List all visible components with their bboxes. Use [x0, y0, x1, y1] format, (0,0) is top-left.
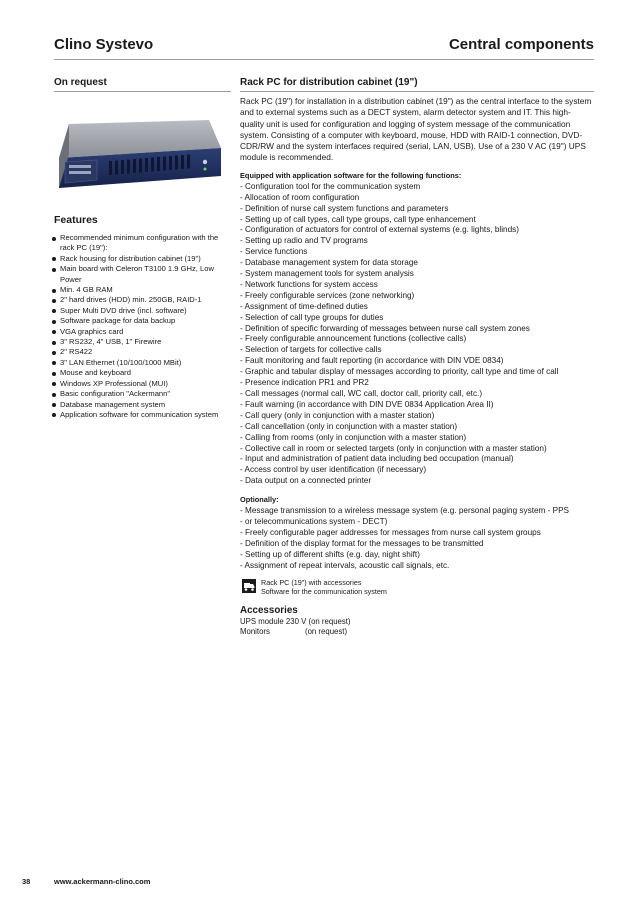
- delivery-truck-icon: [242, 579, 256, 593]
- function-item: - Network functions for system access: [240, 279, 378, 289]
- section-title: Central components: [448, 36, 594, 53]
- optional-item: - Assignment of repeat intervals, acoustic call signals, etc.: [240, 560, 450, 570]
- optional-item: - or telecommunications system - DECT): [240, 517, 388, 527]
- product-heading: Rack PC for distribution cabinet (19"): [240, 77, 418, 88]
- function-item: - Database management system for data storage: [240, 258, 418, 268]
- footer-url[interactable]: www.ackermann-clino.com: [54, 877, 151, 886]
- on-request-label: On request: [54, 77, 107, 88]
- function-item: - Definition of specific forwarding of messages between nurse call system zones: [240, 323, 530, 333]
- function-item: - Service functions: [240, 247, 308, 257]
- header-divider: [54, 59, 594, 60]
- feature-item: Min. 4 GB RAM: [52, 285, 230, 295]
- accessory-name: UPS module 230 V: [240, 616, 307, 626]
- accessory-row: [240, 617, 592, 628]
- function-item: - Definition of nurse call system functions and parameters: [240, 203, 449, 213]
- function-item: - Fault warning (in accordance with DIN DVE 0834 Application Area II): [240, 399, 494, 409]
- function-item: - System management tools for system analysis: [240, 269, 414, 279]
- accessories-title: Accessories: [240, 604, 298, 616]
- feature-item: 3" RS232, 4" USB, 1" Firewire: [52, 337, 230, 347]
- optional-item: - Setting up of different shifts (e.g. day, night shift): [240, 549, 420, 559]
- function-item: - Selection of call type groups for duties: [240, 312, 384, 322]
- accessory-note: (on request): [308, 616, 351, 626]
- function-item: - Input and administration of patient data including bed occupation (manual): [240, 454, 514, 464]
- feature-item: Mouse and keyboard: [52, 368, 230, 378]
- function-item: - Calling from rooms (only in conjunction with a master station): [240, 432, 467, 442]
- feature-item: 2" hard drives (HDD) min. 250GB, RAID-1: [52, 295, 230, 305]
- feature-item: Rack housing for distribution cabinet (19"): [52, 254, 230, 264]
- function-item: - Setting up of call types, call type groups, call type enhancement: [240, 214, 476, 224]
- feature-item: 2" RS422: [52, 347, 230, 357]
- optional-list: [240, 506, 592, 571]
- feature-item: Recommended minimum configuration with the rack PC (19"):: [52, 233, 230, 254]
- accessory-note: (on request): [305, 627, 348, 637]
- description-column: [240, 96, 592, 638]
- subheader-divider-left: [54, 91, 231, 92]
- function-item: - Allocation of room configuration: [240, 192, 360, 202]
- optional-item: - Freely configurable pager addresses for messages from nurse call system groups: [240, 527, 541, 537]
- feature-item: Software package for data backup: [52, 316, 230, 326]
- optional-item: - Definition of the display format for the messages to be transmitted: [240, 538, 484, 548]
- optional-item: - Message transmission to a wireless message system (e.g. personal paging system - PPS: [240, 506, 569, 516]
- optional-title: Optionally:: [240, 495, 279, 505]
- feature-item: Windows XP Professional (MUI): [52, 379, 230, 389]
- delivery-line-2: Software for the communication system: [261, 587, 387, 597]
- function-item: - Call messages (normal call, WC call, doctor call, priority call, etc.): [240, 389, 483, 398]
- delivery-line-1: Rack PC (19") with accessories: [261, 577, 362, 587]
- function-item: - Call query (only in conjunction with a master station): [240, 410, 435, 420]
- function-item: - Collective call in room or selected targets (only in conjunction with a master station): [240, 443, 547, 453]
- function-item: - Call cancellation (only in conjunction with a master station): [240, 421, 458, 431]
- functions-title: Equipped with application software for the following functions:: [240, 170, 462, 180]
- function-item: - Freely configurable announcement functions (collective calls): [240, 334, 467, 344]
- accessory-row: [240, 627, 592, 638]
- function-item: - Presence indication PR1 and PR2: [240, 378, 369, 388]
- page-number: 38: [22, 877, 31, 886]
- functions-list: [240, 182, 592, 487]
- feature-item: Database management system: [52, 400, 230, 410]
- function-item: - Graphic and tabular display of messages according to priority, call type and time of call: [240, 367, 559, 377]
- function-item: - Assignment of time-defined duties: [240, 301, 368, 311]
- feature-item: VGA graphics card: [52, 327, 230, 337]
- function-item: - Freely configurable services (zone networking): [240, 290, 415, 300]
- function-item: - Configuration tool for the communication system: [240, 181, 421, 191]
- subheader-divider-right: [240, 91, 594, 92]
- features-list: [52, 233, 230, 420]
- function-item: - Selection of targets for collective calls: [240, 345, 382, 355]
- function-item: - Configuration of actuators for control of external systems (e.g. lights, blinds): [240, 225, 519, 235]
- feature-item: Application software for communication system: [52, 410, 230, 420]
- feature-item: Super Multi DVD drive (incl. software): [52, 306, 230, 316]
- feature-item: Basic configuration "Ackermann": [52, 389, 230, 399]
- accessory-name: Monitors: [240, 627, 270, 637]
- rack-pc-image: [55, 118, 223, 194]
- function-item: - Setting up radio and TV programs: [240, 236, 368, 246]
- function-item: - Fault monitoring and fault reporting (in accordance with DIN VDE 0834): [240, 356, 504, 366]
- intro-paragraph: Rack PC (19") for installation in a distribution cabinet (19") as the central interface to the system and to external systems such as a DECT system, alarm detector system and IT. This high-quality unit is used for configuration and logging of system message of the communication system. Consisting of a computer with keyboard, mouse, HDD with RAID-1 connection, DVD-CDR/RW and the system interfaces required (serial, LAN, USB). Use of a 230 V AC (19") UPS module is recommended.: [240, 96, 592, 163]
- feature-item: 3" LAN Ethernet (10/100/1000 MBit): [52, 358, 230, 368]
- feature-item: Main board with Celeron T3100 1.9 GHz, Low Power: [52, 264, 230, 285]
- function-item: - Data output on a connected printer: [240, 476, 372, 486]
- function-item: - Access control by user identification (if necessary): [240, 465, 427, 475]
- brand-title: Clino Systevo: [54, 36, 154, 53]
- features-title: Features: [54, 214, 98, 226]
- delivery-note: [240, 578, 592, 597]
